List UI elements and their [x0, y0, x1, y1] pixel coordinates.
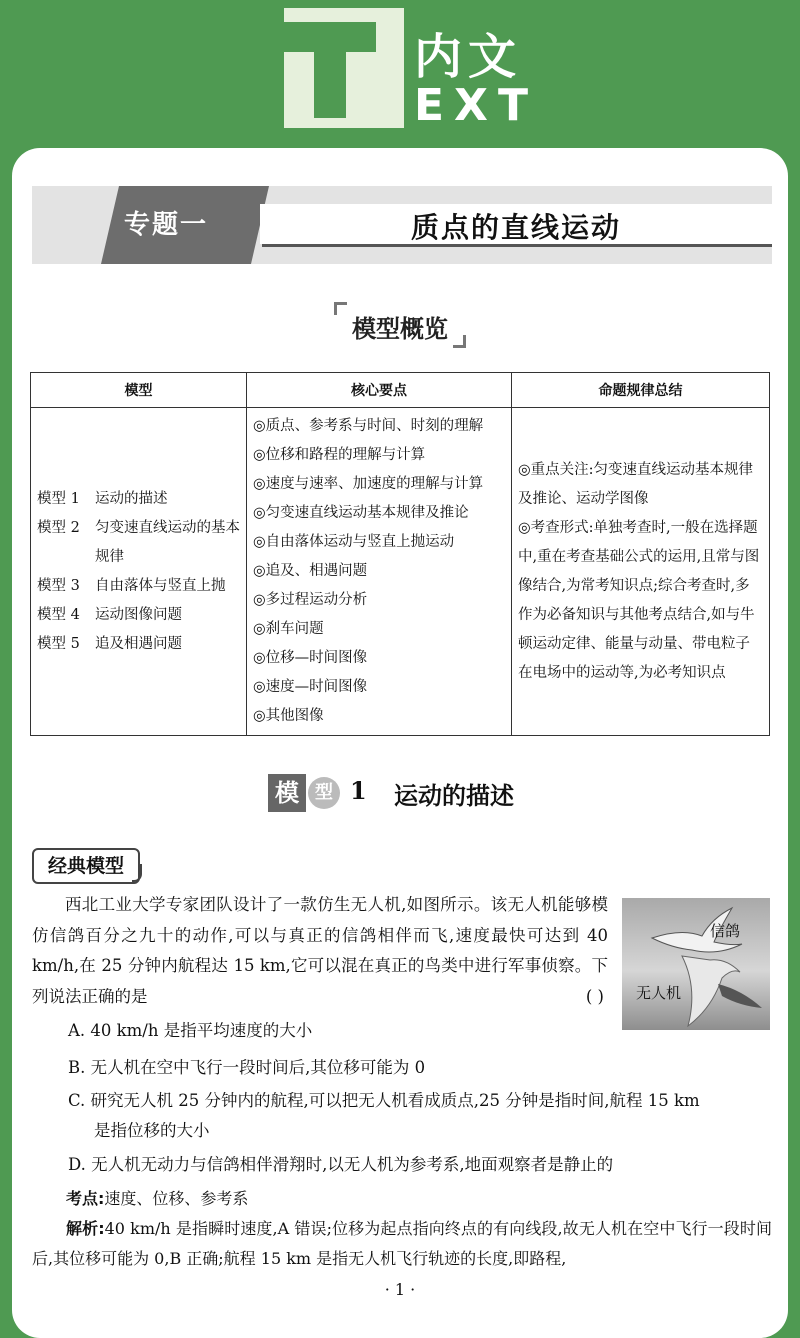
point-item: ◎其他图像 — [253, 708, 324, 724]
kaodian-line: 考点:速度、位移、参考系 — [66, 1189, 249, 1208]
photo-label-drone: 无人机 — [636, 984, 682, 1002]
point-item: ◎位移—时间图像 — [253, 650, 368, 666]
point-item: ◎质点、参考系与时间、时刻的理解 — [253, 418, 484, 434]
section-name: 运动的描述 — [394, 782, 514, 810]
logo-t-bar — [284, 22, 376, 52]
analysis-paragraph: 解析:40 km/h 是指瞬时速度,A 错误;位移为起点指向终点的有向线段,故无人机在空中飞行一段时间后,其位移可能为 0,B 正确;航程 15 km 是指无人机飞行轨迹的长度,即路程, — [32, 1219, 772, 1268]
bird-drone-image — [622, 898, 770, 1030]
model-item: 模型 1 运动的描述 — [37, 490, 168, 507]
option-c: C. 研究无人机 25 分钟内的航程,可以把无人机看成质点,25 分钟是指时间,航程 15 km 是指位移的大小 — [68, 1091, 700, 1140]
point-item: ◎自由落体运动与竖直上抛运动 — [253, 534, 455, 550]
topic-label: 专题一 — [124, 210, 209, 240]
photo-label-pigeon: 信鸽 — [710, 922, 741, 940]
summary-item: ◎重点关注:匀变速直线运动基本规律及推论、运动学图像 — [518, 461, 754, 507]
overview-title: 模型概览 — [352, 315, 448, 343]
point-item: ◎追及、相遇问题 — [253, 563, 368, 579]
option-b: B. 无人机在空中飞行一段时间后,其位移可能为 0 — [68, 1058, 426, 1077]
section-number: 1 — [350, 776, 367, 805]
models-cell — [31, 408, 247, 736]
drone-photo — [622, 898, 770, 1030]
table-header: 核心要点 — [247, 373, 512, 408]
question-stem: 西北工业大学专家团队设计了一款仿生无人机,如图所示。该无人机能够模仿信鸽百分之九十的动作,可以与真正的信鸽相伴而飞,速度最快可达到 40 km/h,在 25 分钟内航程达 15 km,它可以混在真正的鸟类中进行军事侦察。下列说法正确的是 ( ) — [32, 890, 608, 1012]
model-item: 模型 4 运动图像问题 — [37, 606, 182, 623]
topic-header — [32, 186, 772, 264]
point-item: ◎速度—时间图像 — [253, 679, 368, 695]
option-a: A. 40 km/h 是指平均速度的大小 — [68, 1021, 313, 1040]
model-item: 模型 5 追及相遇问题 — [37, 635, 182, 652]
points-cell — [247, 408, 512, 736]
model-item: 模型 3 自由落体与竖直上抛 — [37, 577, 226, 594]
logo-t-stem — [314, 52, 346, 118]
text-logo — [284, 8, 404, 128]
classic-model-tag: 经典模型 — [32, 848, 140, 884]
point-item: ◎匀变速直线运动基本规律及推论 — [253, 505, 469, 521]
page-paper — [12, 148, 788, 1338]
summary-cell — [512, 408, 770, 736]
table-header: 模型 — [31, 373, 247, 408]
section-badge-xing: 型 — [308, 777, 340, 809]
point-item: ◎速度与速率、加速度的理解与计算 — [253, 476, 484, 492]
point-item: ◎位移和路程的理解与计算 — [253, 447, 426, 463]
section-badge-mo: 模 — [268, 774, 306, 812]
option-d: D. 无人机无动力与信鸽相伴滑翔时,以无人机为参考系,地面观察者是静止的 — [68, 1155, 614, 1174]
overview-heading — [334, 302, 466, 348]
banner-title-cn: 内文 — [414, 29, 523, 85]
table-header: 命题规律总结 — [512, 373, 770, 408]
page-number: · 1 · — [384, 1280, 416, 1299]
model-overview-table — [30, 372, 770, 736]
banner-title-en: EXT — [414, 80, 538, 131]
point-item: ◎多过程运动分析 — [253, 592, 368, 608]
summary-item: ◎考查形式:单独考查时,一般在选择题中,重在考查基础公式的运用,且常与图像结合,为常考知识点;综合考查时,多作为必备知识与其他考点结合,如与牛顿运动定律、能量与动量、带电粒子在电场中的运动等,为必考知识点 — [518, 519, 760, 681]
model-item: 模型 2 匀变速直线运动的基本规律 — [37, 519, 240, 565]
answer-parentheses: ( ) — [585, 986, 604, 1006]
point-item: ◎刹车问题 — [253, 621, 324, 637]
topic-title: 质点的直线运动 — [410, 211, 621, 244]
